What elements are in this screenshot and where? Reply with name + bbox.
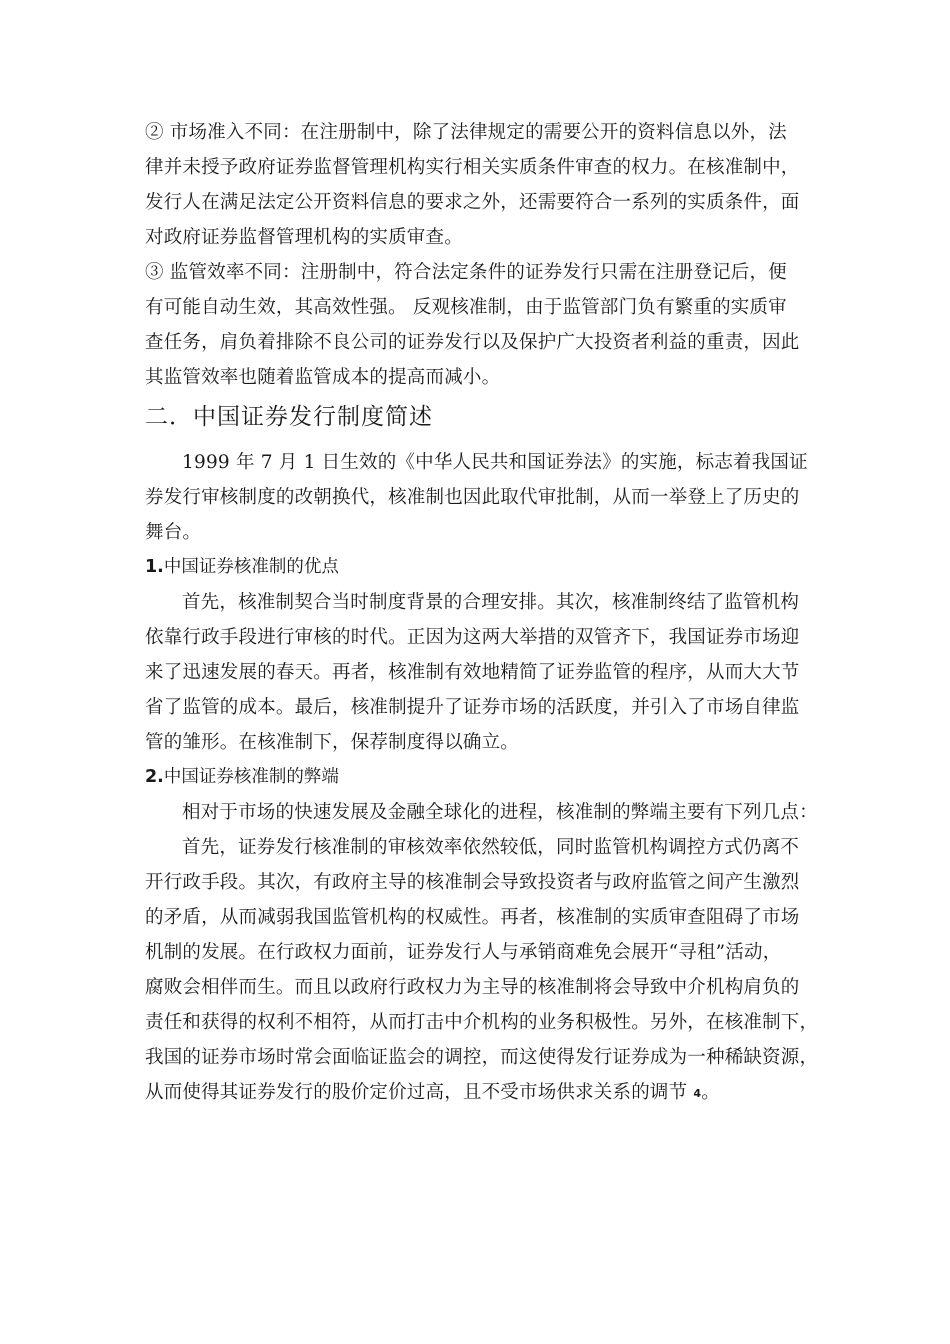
- text-line: 对政府证券监督管理机构的实质审查。: [145, 227, 463, 248]
- subsection-title: 中国证券核准制的弊端: [163, 767, 339, 787]
- text-line: 查任务，肩负着排除不良公司的证券发行以及保护广大投资者利益的重责，因此: [145, 332, 800, 353]
- subsection-number: 2.: [145, 767, 164, 787]
- text-line: 来了迅速发展的春天。再者，核准制有效地精简了证券监管的程序，从而大大节: [145, 662, 800, 683]
- text-line: 管的雏形。在核准制下，保荐制度得以确立。: [145, 732, 520, 753]
- text-line: 有可能自动生效，其高效性强。 反观核准制，由于监管部门负有繁重的实质审: [145, 297, 787, 318]
- document-page: [145, 115, 819, 1110]
- text-line: 省了监管的成本。最后，核准制提升了证券市场的活跃度，并引入了市场自律监: [145, 697, 800, 718]
- subsection-title: 中国证券核准制的优点: [163, 557, 339, 577]
- section-title: 二．中国证券发行制度简述: [145, 404, 433, 430]
- paragraph-advantages: [145, 585, 810, 760]
- end-punctuation: 。: [701, 1082, 720, 1103]
- paragraph-market-access: [145, 115, 810, 255]
- footnote-reference[interactable]: 4: [693, 1087, 702, 1100]
- text-line: 券发行审核制度的改朝换代，核准制也因此取代审批制，从而一举登上了历史的: [145, 487, 800, 508]
- text-line: 腐败会相伴而生。而且以政府行政权力为主导的核准制将会导致中介机构肩负的: [145, 977, 800, 998]
- text-line: 我国的证券市场时常会面临证监会的调控，而这使得发行证券成为一种稀缺资源，: [145, 1047, 819, 1068]
- text-line: 的矛盾，从而减弱我国监管机构的权威性。再者，核准制的实质审查阻碍了市场: [145, 907, 800, 928]
- subsection-number: 1.: [145, 557, 164, 577]
- text-line: 发行人在满足法定公开资料信息的要求之外，还需要符合一系列的实质条件，面: [145, 192, 800, 213]
- paragraph-intro: [145, 445, 810, 550]
- text-line: 律并未授予政府证券监督管理机构实行相关实质条件审查的权力。在核准制中，: [145, 157, 800, 178]
- text-line: 首先，证券发行核准制的审核效率依然较低，同时监管机构调控方式仍离不: [182, 837, 800, 858]
- text-line-last: [145, 1075, 810, 1110]
- text-line: 责任和获得的权利不相符，从而打击中介机构的业务积极性。另外，在核准制下，: [145, 1012, 819, 1033]
- text-line: 首先，核准制契合当时制度背景的合理安排。其次，核准制终结了监管机构: [182, 592, 800, 613]
- paragraph-disadvantages: [145, 830, 819, 1110]
- text-line: 依靠行政手段进行审核的时代。正因为这两大举措的双管齐下，我国证券市场迎: [145, 627, 800, 648]
- text-line: ③ 监管效率不同：注册制中，符合法定条件的证券发行只需在注册登记后，便: [145, 262, 787, 283]
- subsection-heading-disadvantages: [145, 760, 810, 795]
- text-line: 舞台。: [145, 522, 202, 543]
- subsection-heading-advantages: [145, 550, 810, 585]
- text-line: 其监管效率也随着监管成本的提高而减小。: [145, 367, 501, 388]
- text-line: ② 市场准入不同：在注册制中，除了法律规定的需要公开的资料信息以外，法: [145, 122, 787, 143]
- text-fragment: 从而使得其证券发行的股价定价过高，且不受市场供求关系的调节: [145, 1082, 688, 1103]
- text-line: 1999 年 7 月 1 日生效的《中华人民共和国证券法》的实施，标志着我国证: [182, 452, 808, 473]
- text-line: 相对于市场的快速发展及金融全球化的进程，核准制的弊端主要有下列几点：: [182, 802, 818, 823]
- text-line: 开行政手段。其次，有政府主导的核准制会导致投资者与政府监管之间产生激烈: [145, 872, 800, 893]
- text-line: 机制的发展。在行政权力面前，证券发行人与承销商难免会展开“寻租”活动，: [145, 942, 782, 963]
- paragraph-regulatory-efficiency: [145, 255, 810, 395]
